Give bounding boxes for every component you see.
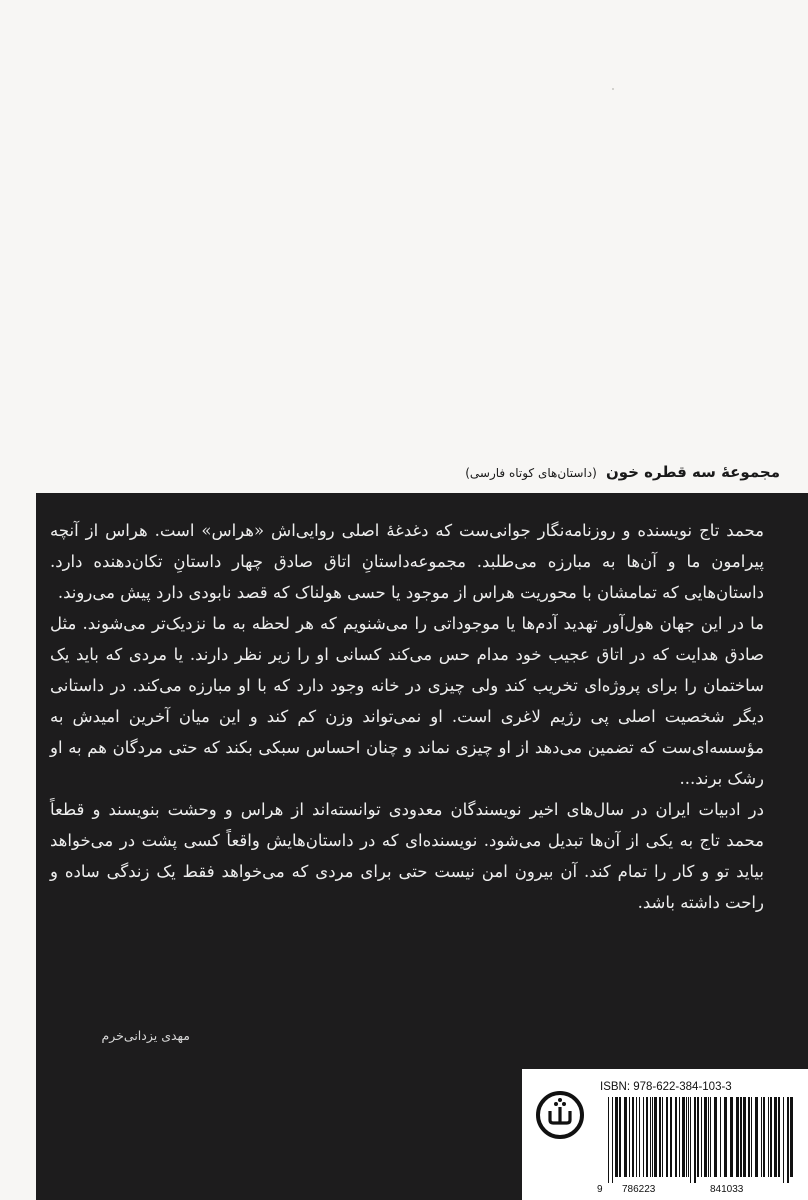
- series-title: [30, 462, 780, 481]
- barcode-bar: [768, 1097, 769, 1177]
- barcode-bar: [755, 1097, 758, 1177]
- blurb-paragraph: در ادبیات ایران در سال‌های اخیر نویسندگان معدودی توانسته‌اند از هراس و وحشت بنویسند و قطعاً محمد تاج به یکی از آن‌ها تبدیل می‌شود. نویسنده‌ای که در داستان‌هایش واقعاً کسی پشت در می‌خواهد بیاید تو و کار را تمام کند. آن بیرون امن نیست حتی برای مردی که می‌خواهد فقط یک زندگی ساده و راحت داشته باشد.: [50, 800, 764, 912]
- barcode-bars: [606, 1097, 796, 1183]
- barcode-bar: [697, 1097, 699, 1177]
- barcode-bar: [662, 1097, 663, 1177]
- barcode-bar: [710, 1097, 711, 1177]
- barcode-bar: [624, 1097, 627, 1177]
- barcode-bar: [736, 1097, 739, 1177]
- barcode-bar: [790, 1097, 793, 1177]
- barcode-bar: [608, 1097, 609, 1183]
- barcode-bar: [639, 1097, 640, 1177]
- saless-publisher-logo-icon: [536, 1091, 584, 1139]
- barcode-bar: [612, 1097, 613, 1183]
- barcode-bar: [615, 1097, 618, 1177]
- barcode-bar: [659, 1097, 661, 1177]
- barcode-bar: [740, 1097, 742, 1177]
- barcode-bar: [708, 1097, 709, 1177]
- barcode-bar: [743, 1097, 746, 1177]
- barcode-bar: [675, 1097, 677, 1177]
- barcode-bar: [701, 1097, 702, 1177]
- barcode-bar: [619, 1097, 621, 1177]
- barcode-bar: [654, 1097, 657, 1177]
- barcode-digit-first: 9: [597, 1184, 603, 1195]
- barcode-bar: [652, 1097, 653, 1177]
- isbn-label: ISBN: 978-622-384-103-3: [600, 1081, 732, 1093]
- barcode-bar: [761, 1097, 762, 1177]
- barcode-bar: [690, 1097, 691, 1183]
- series-title-main: مجموعهٔ سه قطره خون: [605, 463, 780, 481]
- barcode-bar: [774, 1097, 777, 1177]
- barcode-bar: [748, 1097, 750, 1177]
- barcode-bar: [688, 1097, 689, 1177]
- barcode-bar: [679, 1097, 680, 1177]
- blurb-paragraph: محمد تاج نویسنده و روزنامه‌نگار جوانی‌ست که دغدغهٔ اصلی روایی‌اش «هراس» است. هراس از آنچه پیرامون ما و آن‌ها به مبارزه می‌طلبد. مجموعه‌داستانِ اتاق صادق چهار داستانِ تکان‌دهنده دارد. داستان‌هایی که تمامشان با محوریت هراس از موجود یا حسی هولناک که قصد نابودی دارد پیش می‌روند.: [50, 521, 764, 602]
- paper-speck: [612, 88, 614, 90]
- barcode-bar: [704, 1097, 707, 1177]
- barcode-bar: [666, 1097, 668, 1177]
- book-blurb: [50, 515, 764, 918]
- barcode-bar: [694, 1097, 696, 1183]
- barcode-bar: [643, 1097, 644, 1177]
- series-title-sub: (داستان‌های کوتاه فارسی): [465, 466, 597, 480]
- barcode-bar: [724, 1097, 727, 1177]
- barcode-bar: [670, 1097, 672, 1177]
- barcode-bar: [720, 1097, 721, 1177]
- barcode-bar: [686, 1097, 687, 1177]
- barcode-area: [522, 1069, 808, 1200]
- barcode-bar: [629, 1097, 630, 1177]
- barcode-bar: [783, 1097, 784, 1183]
- barcode-bar: [682, 1097, 685, 1177]
- barcode-digit-group: 786223: [622, 1184, 656, 1195]
- barcode-bar: [778, 1097, 780, 1177]
- barcode-bar: [650, 1097, 651, 1177]
- barcode-bar: [636, 1097, 637, 1177]
- blurb-paragraph: ما در این جهان هول‌آور تهدید آدم‌ها یا موجوداتی را می‌شنویم که هر لحظه به ما نزدیک‌تر می‌شوند. مثل صادق هدایت که در اتاق عجیب خود مدام حس می‌کند کسانی او را زیر نظر دارند. یا مردی که باید یک ساختمان را برای پروژه‌ای تخریب کند ولی چیزی در خانه وجود دارد که با او مبارزه می‌کند. در داستانی دیگر شخصیت اصلی پی رژیم لاغری است. او نمی‌تواند وزن کم کند و این میان آخرین امیدش به مؤسسه‌ای‌ست که تضمین می‌دهد از او چیزی نماند و چنان احساس سبکی بکند که حتی مردگان هم به او رشک برند...: [50, 614, 764, 788]
- barcode-bar: [730, 1097, 733, 1177]
- barcode-digit-group: 841033: [710, 1184, 744, 1195]
- barcode-bar: [763, 1097, 765, 1177]
- barcode-bar: [714, 1097, 717, 1177]
- barcode-bar: [632, 1097, 634, 1177]
- barcode-bar: [751, 1097, 752, 1177]
- barcode-bar: [770, 1097, 772, 1177]
- blurb-author: مهدی یزدانی‌خرم: [101, 1028, 190, 1043]
- barcode-bar: [646, 1097, 648, 1177]
- barcode-bar: [787, 1097, 789, 1183]
